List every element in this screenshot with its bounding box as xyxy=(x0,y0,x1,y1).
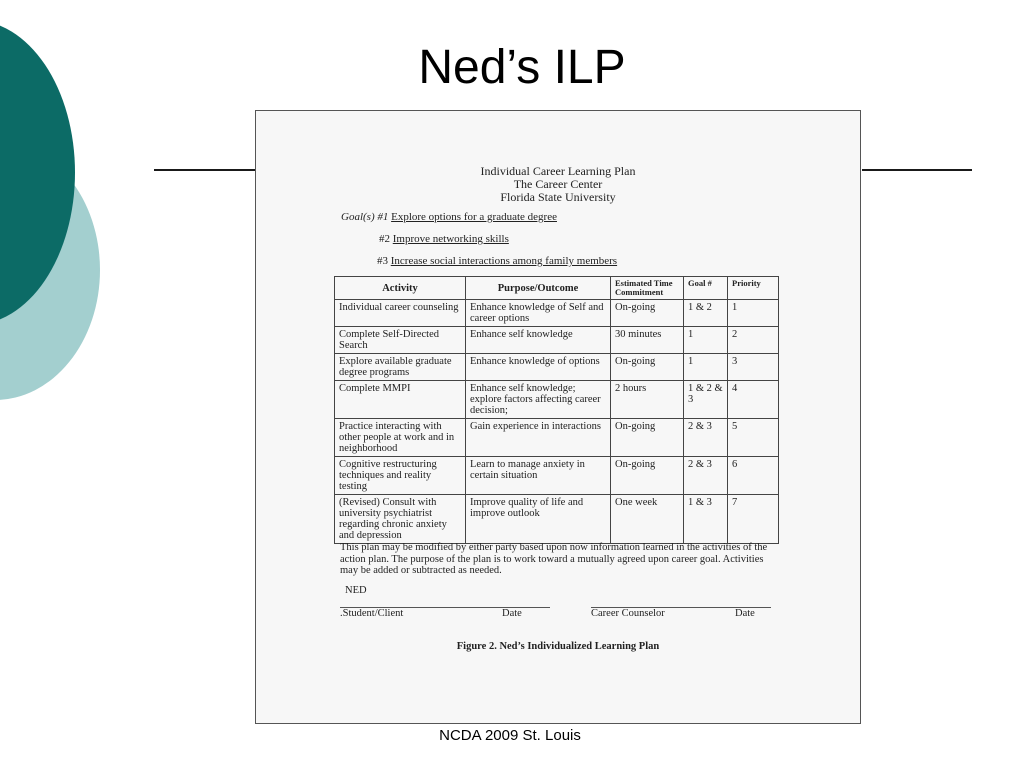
table-row xyxy=(335,495,779,544)
career-counselor-label: Career Counselor xyxy=(591,608,665,619)
cell-goal: 1 & 2 & 3 xyxy=(684,381,728,419)
cell-activity: Practice interacting with other people at work and in neighborhood xyxy=(335,419,466,457)
signature-name: NED xyxy=(345,585,367,596)
cell-priority: 3 xyxy=(728,354,779,381)
cell-time: 30 minutes xyxy=(611,327,684,354)
cell-activity: Complete Self-Directed Search xyxy=(335,327,466,354)
slide-footer: NCDA 2009 St. Louis xyxy=(439,727,581,744)
cell-priority: 4 xyxy=(728,381,779,419)
doc-header-title: Individual Career Learning Plan xyxy=(480,164,636,178)
plan-modification-note: This plan may be modified by either party based upon now information learned in the activities of the action plan. The purpose of the plan is to work toward a mutually agreed upon career goal. Activities may be added or subtracted as needed. xyxy=(340,542,768,576)
cell-purpose: Learn to manage anxiety in certain situation xyxy=(466,457,611,495)
goal-1-label: Goal(s) #1 xyxy=(341,211,389,223)
cell-purpose: Enhance self knowledge xyxy=(466,327,611,354)
cell-purpose: Enhance knowledge of options xyxy=(466,354,611,381)
goal-3-text: Increase social interactions among family members xyxy=(390,255,618,267)
cell-purpose: Improve quality of life and improve outlook xyxy=(466,495,611,544)
slide-title: Ned’s ILP xyxy=(418,41,626,94)
cell-time: One week xyxy=(611,495,684,544)
table-row xyxy=(335,381,779,419)
cell-priority: 5 xyxy=(728,419,779,457)
cell-priority: 1 xyxy=(728,300,779,327)
cell-priority: 2 xyxy=(728,327,779,354)
cell-activity: Explore available graduate degree programs xyxy=(335,354,466,381)
cell-goal: 1 & 2 xyxy=(684,300,728,327)
date-label-counselor: Date xyxy=(735,608,755,619)
goal-2-label: #2 xyxy=(379,233,390,245)
cell-goal: 1 xyxy=(684,327,728,354)
learning-plan-table xyxy=(334,276,779,544)
cell-activity: Complete MMPI xyxy=(335,381,466,419)
cell-time: On-going xyxy=(611,354,684,381)
goal-2 xyxy=(379,233,509,245)
header-priority: Priority xyxy=(728,277,779,300)
table-header-row xyxy=(335,277,779,300)
title-rule-left xyxy=(154,169,258,171)
table-row xyxy=(335,327,779,354)
cell-time: On-going xyxy=(611,300,684,327)
cell-time: On-going xyxy=(611,419,684,457)
goal-3-label: #3 xyxy=(377,255,388,267)
goal-1-text: Explore options for a graduate degree xyxy=(391,211,557,223)
title-rule-right xyxy=(862,169,972,171)
doc-header-university: Florida State University xyxy=(500,190,616,204)
cell-goal: 1 & 3 xyxy=(684,495,728,544)
table-row xyxy=(335,419,779,457)
cell-activity: Individual career counseling xyxy=(335,300,466,327)
goal-3 xyxy=(377,255,617,267)
doc-header-center: The Career Center xyxy=(513,177,603,191)
cell-priority: 7 xyxy=(728,495,779,544)
table-row xyxy=(335,300,779,327)
goal-2-text: Improve networking skills xyxy=(392,233,509,245)
goal-1 xyxy=(341,211,557,223)
cell-goal: 2 & 3 xyxy=(684,419,728,457)
cell-purpose: Gain experience in interactions xyxy=(466,419,611,457)
student-client-label: .Student/Client xyxy=(340,608,404,619)
table-row xyxy=(335,457,779,495)
figure-caption: Figure 2. Ned’s Individualized Learning Plan xyxy=(456,641,660,652)
cell-time: On-going xyxy=(611,457,684,495)
cell-goal: 1 xyxy=(684,354,728,381)
cell-purpose: Enhance self knowledge; explore factors affecting career decision; xyxy=(466,381,611,419)
table-row xyxy=(335,354,779,381)
header-time: Estimated Time Commitment xyxy=(611,277,684,300)
cell-goal: 2 & 3 xyxy=(684,457,728,495)
header-goal: Goal # xyxy=(684,277,728,300)
header-purpose: Purpose/Outcome xyxy=(466,277,611,300)
date-label-student: Date xyxy=(502,608,522,619)
header-activity: Activity xyxy=(335,277,466,300)
cell-time: 2 hours xyxy=(611,381,684,419)
cell-activity: Cognitive restructuring techniques and reality testing xyxy=(335,457,466,495)
cell-purpose: Enhance knowledge of Self and career options xyxy=(466,300,611,327)
scanned-document xyxy=(255,110,861,724)
cell-priority: 6 xyxy=(728,457,779,495)
cell-activity: (Revised) Consult with university psychiatrist regarding chronic anxiety and depression xyxy=(335,495,466,544)
